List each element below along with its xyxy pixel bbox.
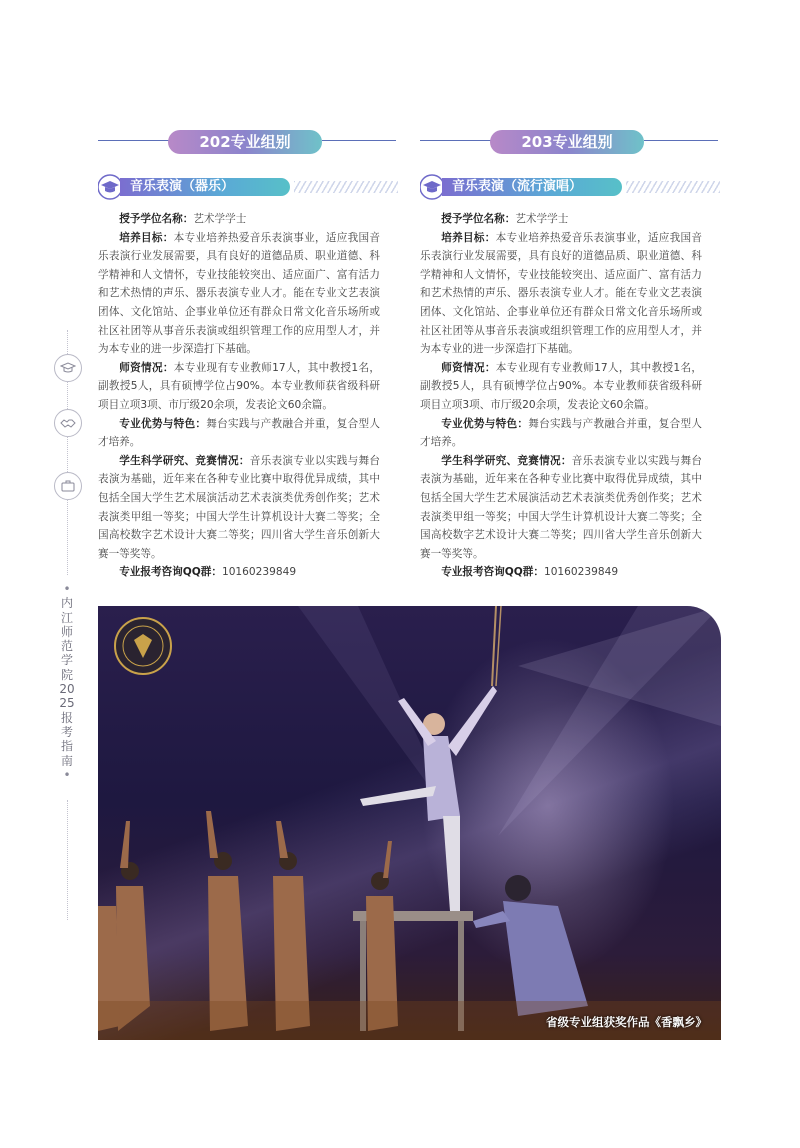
faculty-paragraph: 师资情况：本专业现有专业教师17人，其中教授1名，副教授5人，具有硕博学位占90%。本专业教师获省级科研项目立项3项、市厅级20余项，发表论文60余篇。	[420, 361, 703, 411]
handshake-icon	[60, 415, 76, 431]
training-goal-paragraph: 培养目标：本专业培养热爱音乐表演事业，适应我国音乐表演行业发展需要，具有良好的道德品质、职业道德、科学精神和人文情怀，专业技能较突出、适应面广、富有活力和艺术热情的声乐、器乐表演专业人才。能在专业文艺表演团体、文化馆站、企事业单位还有群众日常文化音乐场所或社区社团等从事音乐表演或组织管理工作的应用型人才，并为本专业的进一步深造打下基础。	[98, 231, 381, 356]
group-202-rule-left	[98, 140, 170, 141]
side-dotted-line-3	[67, 499, 68, 575]
group-202-header: 202专业组别	[168, 130, 322, 154]
degree-paragraph: 授予学位名称：艺术学学士	[119, 213, 247, 225]
major-description-right	[420, 210, 702, 582]
briefcase-icon	[60, 478, 76, 494]
school-seal-icon	[115, 618, 171, 674]
photo-caption: 省级专业组获奖作品《香飘乡》	[546, 1015, 707, 1029]
side-vertical-title	[58, 582, 76, 782]
major-description-left	[98, 210, 380, 582]
faculty-paragraph: 师资情况：本专业现有专业教师17人，其中教授1名，副教授5人，具有硕博学位占90%。本专业教师获省级科研项目立项3项、市厅级20余项，发表论文60余篇。	[98, 361, 381, 411]
training-goal-paragraph: 培养目标：本专业培养热爱音乐表演事业，适应我国音乐表演行业发展需要，具有良好的道德品质、职业道德、科学精神和人文情怀，专业技能较突出、适应面广、富有活力和艺术热情的声乐、器乐表演专业人才。能在专业文艺表演团体、文化馆站、企事业单位还有群众日常文化音乐场所或社区社团等从事音乐表演或组织管理工作的应用型人才，并为本专业的进一步深造打下基础。	[420, 231, 703, 356]
major-title-right	[420, 176, 720, 198]
group-203-rule-left	[420, 140, 492, 141]
strengths-paragraph: 专业优势与特色：舞台实践与产教融合并重，复合型人才培养。	[420, 417, 703, 449]
bullet-dot: •	[63, 582, 71, 596]
major-title-left-label: 音乐表演（器乐）	[120, 178, 290, 196]
qq-group-paragraph: 专业报考咨询QQ群：1016023​9849	[441, 566, 619, 579]
side-icon-career	[54, 472, 82, 500]
bullet-dot: •	[63, 767, 71, 782]
strengths-paragraph: 专业优势与特色：舞台实践与产教融合并重，复合型人才培养。	[98, 417, 381, 449]
major-title-left-hatch	[294, 181, 398, 193]
stage-scene	[98, 606, 721, 1040]
side-dotted-line-1	[67, 381, 68, 409]
degree-paragraph: 授予学位名称：艺术学学士	[441, 213, 569, 225]
research-paragraph: 学生科学研究、竞赛情况：音乐表演专业以实践与舞台表演为基础，近年来在各种专业比赛中取得优异成绩，其中包括全国大学生艺术展演活动艺术表演类优秀创作奖；艺术表演类甲组一等奖；中国大学生计算机设计大赛二等奖；全国高校数字艺术设计大赛二等奖；四川省大学生音乐创新大赛一等奖等。	[98, 454, 381, 560]
performance-photo	[98, 606, 721, 1040]
major-title-right-hatch	[626, 181, 720, 193]
side-dotted-line-2	[67, 436, 68, 472]
group-203-rule-right	[644, 140, 718, 141]
research-paragraph: 学生科学研究、竞赛情况：音乐表演专业以实践与舞台表演为基础，近年来在各种专业比赛中取得优异成绩，其中包括全国大学生艺术展演活动艺术表演类优秀创作奖；艺术表演类甲组一等奖；中国大学生计算机设计大赛二等奖；全国高校数字艺术设计大赛二等奖；四川省大学生音乐创新大赛一等奖等。	[420, 454, 703, 560]
major-title-right-label: 音乐表演（流行演唱）	[442, 178, 622, 196]
side-icon-cooperation	[54, 409, 82, 437]
major-title-left	[98, 176, 398, 198]
qq-group-paragraph: 专业报考咨询QQ群：1016023​9849	[119, 566, 297, 579]
side-dotted-line-bottom	[67, 800, 68, 920]
partner-dancer	[473, 875, 588, 1016]
vertical-title-text: 内江师范学院2025报考指南	[59, 596, 75, 768]
group-202-rule-right	[322, 140, 396, 141]
graduation-cap-icon	[60, 360, 76, 376]
side-icon-education	[54, 354, 82, 382]
group-203-header: 203专业组别	[490, 130, 644, 154]
side-dotted-line-top	[67, 330, 68, 354]
